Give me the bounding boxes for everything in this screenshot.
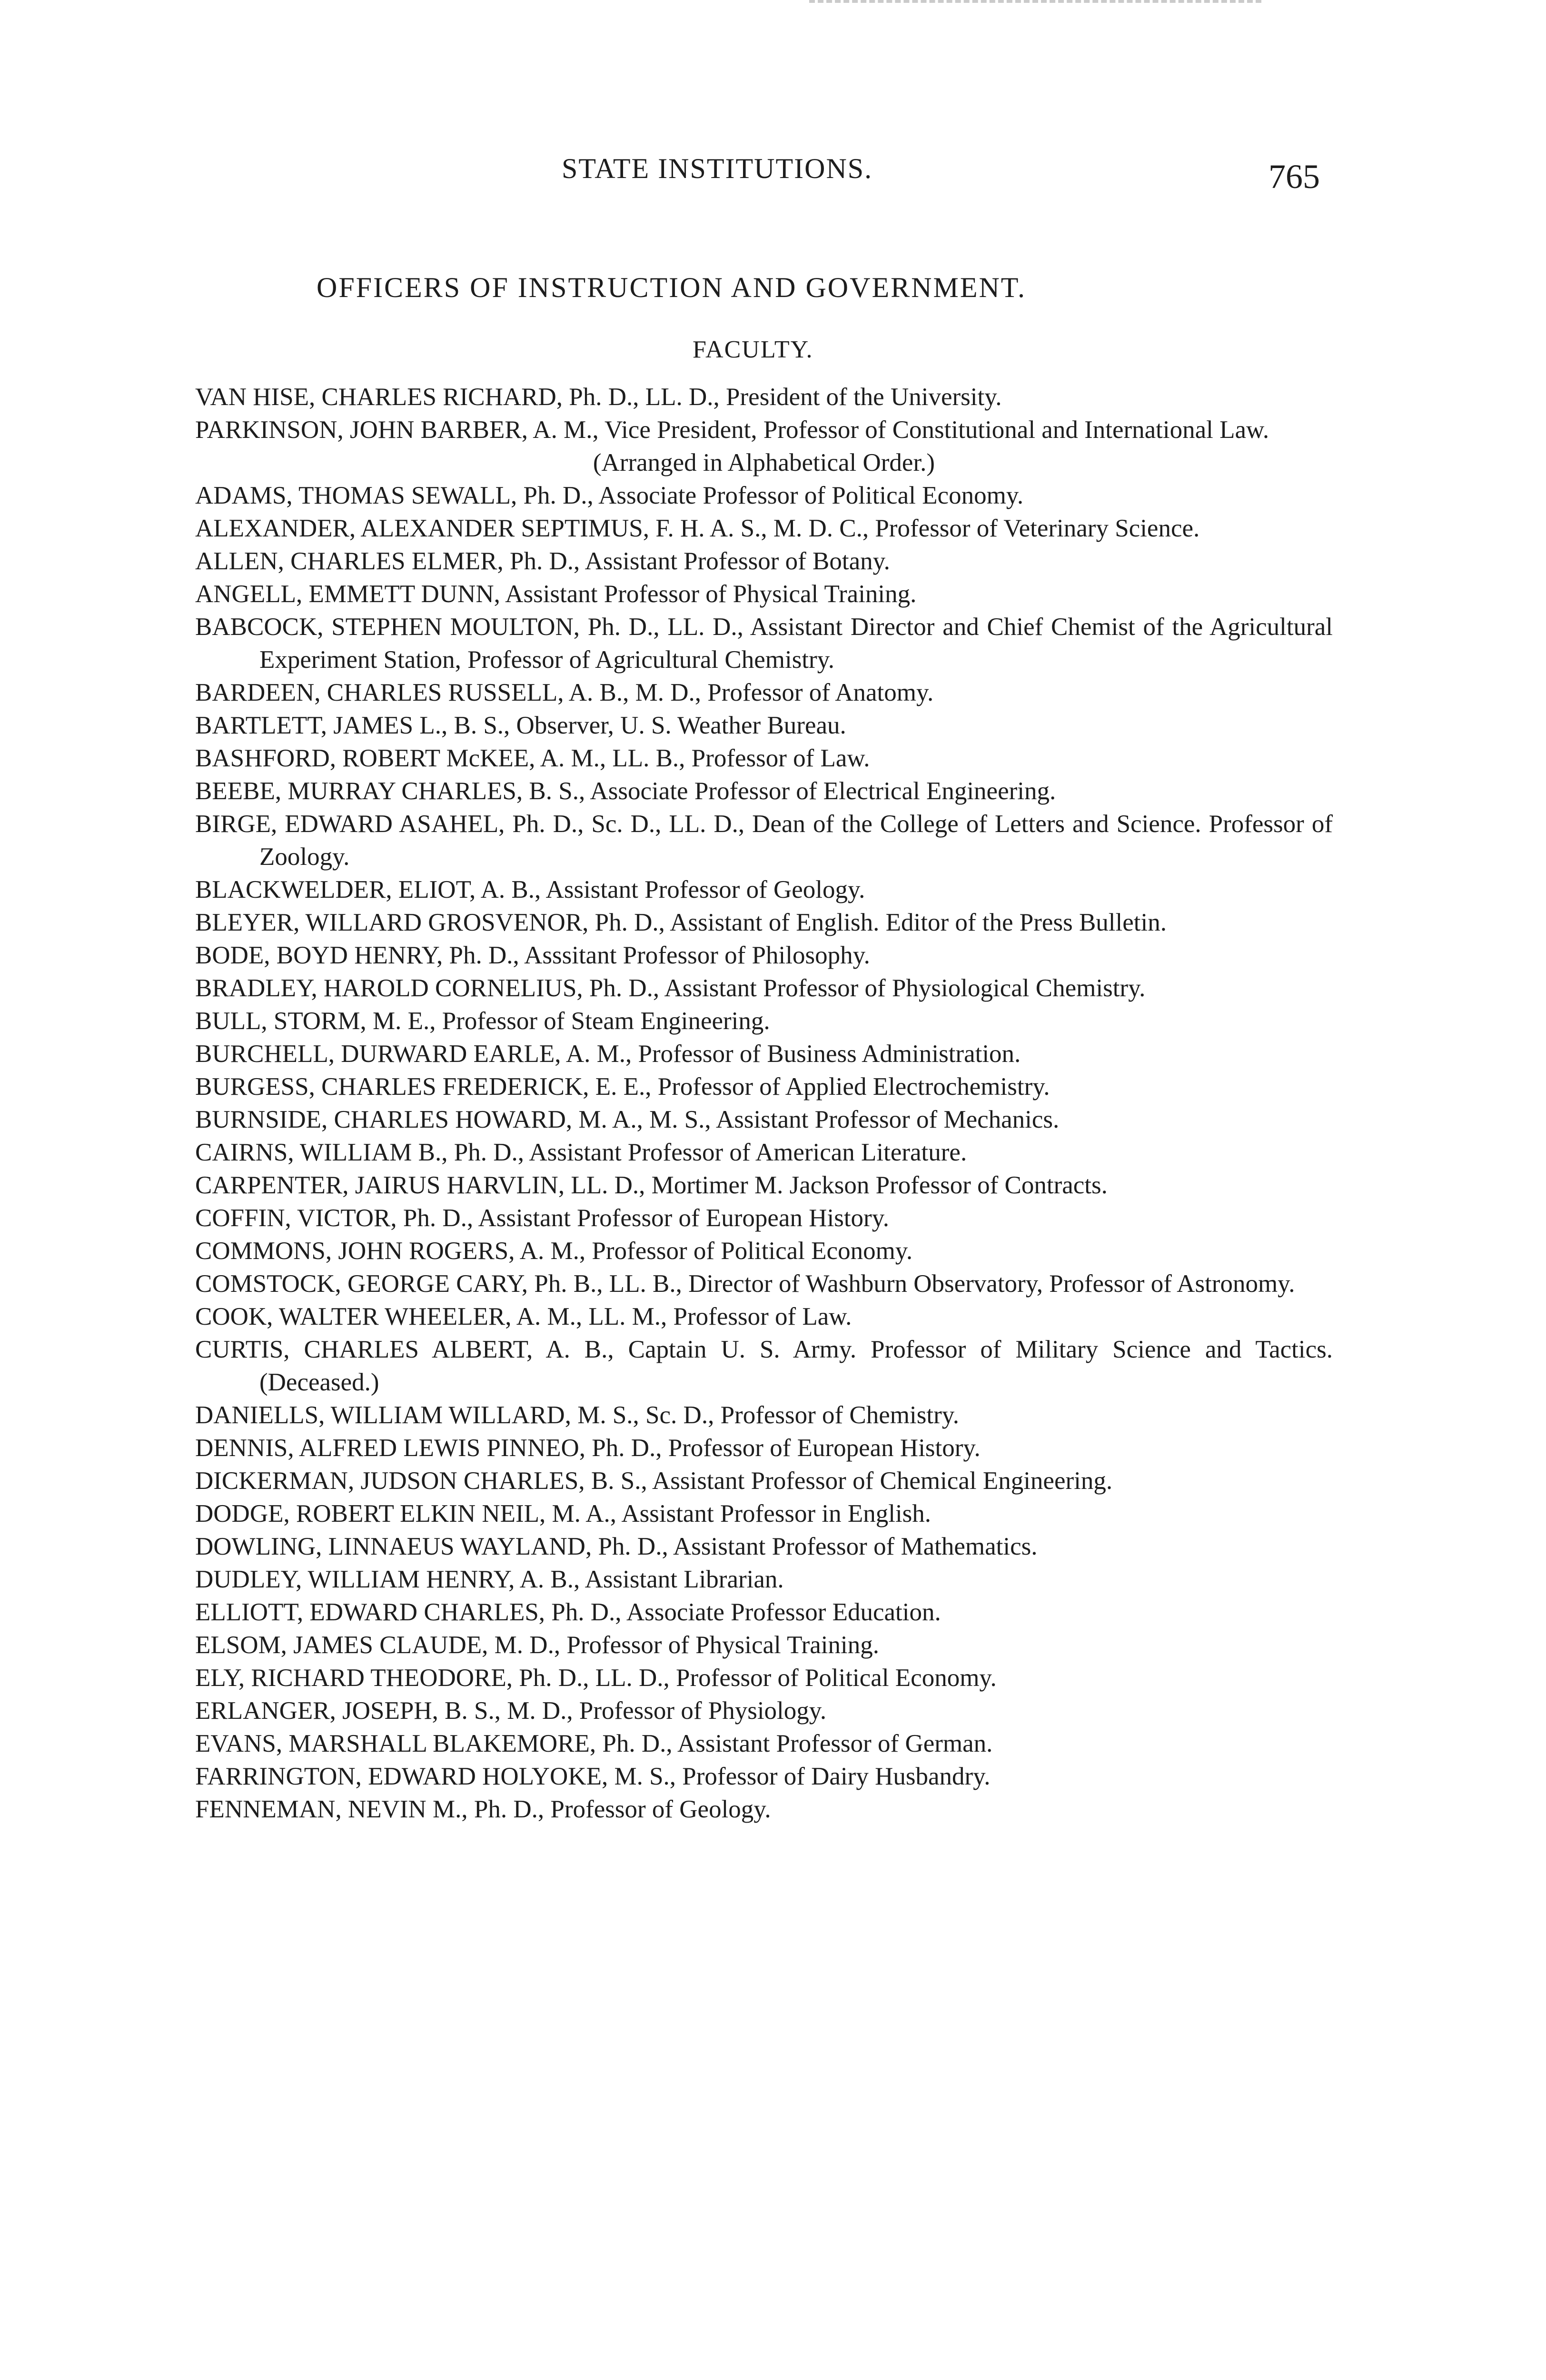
faculty-entry: BABCOCK, STEPHEN MOULTON, Ph. D., LL. D., Assistant Director and Chief Chemist of the Agricultural Experiment Station, Professor of Agricultural Chemistry. (195, 613, 1333, 674)
faculty-entry: BRADLEY, HAROLD CORNELIUS, Ph. D., Assistant Professor of Physiological Chemistry. (195, 974, 1146, 1002)
faculty-entry: BARTLETT, JAMES L., B. S., Observer, U. S. Weather Bureau. (195, 712, 846, 739)
faculty-entry: DODGE, ROBERT ELKIN NEIL, M. A., Assistant Professor in English. (195, 1500, 932, 1527)
faculty-entry: BARDEEN, CHARLES RUSSELL, A. B., M. D., Professor of Anatomy. (195, 679, 934, 706)
faculty-entry: ALLEN, CHARLES ELMER, Ph. D., Assistant Professor of Botany. (195, 547, 890, 575)
faculty-entry: BURCHELL, DURWARD EARLE, A. M., Professor of Business Administration. (195, 1040, 1021, 1068)
faculty-entry: VAN HISE, CHARLES RICHARD, Ph. D., LL. D., President of the University. (195, 383, 1002, 411)
faculty-entry: DENNIS, ALFRED LEWIS PINNEO, Ph. D., Professor of European History. (195, 1434, 981, 1462)
faculty-entry: ELSOM, JAMES CLAUDE, M. D., Professor of Physical Training. (195, 1631, 879, 1659)
faculty-entry: BODE, BOYD HENRY, Ph. D., Asssitant Professor of Philosophy. (195, 942, 870, 969)
faculty-entry: EVANS, MARSHALL BLAKEMORE, Ph. D., Assistant Professor of German. (195, 1730, 993, 1757)
top-edge-rule (809, 0, 1261, 8)
subsection-title: FACULTY. (693, 336, 813, 363)
faculty-entry: BLACKWELDER, ELIOT, A. B., Assistant Professor of Geology. (195, 876, 865, 903)
faculty-entry: CARPENTER, JAIRUS HARVLIN, LL. D., Mortimer M. Jackson Professor of Contracts. (195, 1171, 1108, 1199)
faculty-entry: BEEBE, MURRAY CHARLES, B. S., Associate Professor of Electrical Engineering. (195, 777, 1056, 805)
faculty-entry: BULL, STORM, M. E., Professor of Steam Engineering. (195, 1007, 770, 1035)
faculty-list (195, 381, 1333, 1826)
faculty-entry: ALEXANDER, ALEXANDER SEPTIMUS, F. H. A. S., M. D. C., Professor of Veterinary Science. (195, 515, 1200, 542)
faculty-entry: FENNEMAN, NEVIN M., Ph. D., Professor of Geology. (195, 1795, 771, 1823)
faculty-entry: BURGESS, CHARLES FREDERICK, E. E., Professor of Applied Electrochemistry. (195, 1073, 1050, 1101)
faculty-entry: FARRINGTON, EDWARD HOLYOKE, M. S., Professor of Dairy Husbandry. (195, 1763, 991, 1790)
running-head: STATE INSTITUTIONS. (562, 153, 873, 184)
faculty-entry: PARKINSON, JOHN BARBER, A. M., Vice President, Professor of Constitutional and International Law. (195, 416, 1269, 444)
faculty-entry: ELY, RICHARD THEODORE, Ph. D., LL. D., Professor of Political Economy. (195, 1664, 997, 1692)
faculty-entry: BASHFORD, ROBERT McKEE, A. M., LL. B., Professor of Law. (195, 744, 870, 772)
section-title: OFFICERS OF INSTRUCTION AND GOVERNMENT. (317, 272, 1026, 303)
faculty-entry: COOK, WALTER WHEELER, A. M., LL. M., Professor of Law. (195, 1303, 852, 1330)
faculty-entry: ELLIOTT, EDWARD CHARLES, Ph. D., Associate Professor Education. (195, 1598, 941, 1626)
arrangement-note: (Arranged in Alphabetical Order.) (593, 449, 935, 476)
faculty-entry: DANIELLS, WILLIAM WILLARD, M. S., Sc. D., Professor of Chemistry. (195, 1401, 960, 1429)
faculty-entry: ANGELL, EMMETT DUNN, Assistant Professor of Physical Training. (195, 580, 917, 608)
faculty-entry: COMMONS, JOHN ROGERS, A. M., Professor of Political Economy. (195, 1237, 913, 1265)
page-number: 765 (1269, 158, 1320, 196)
faculty-entry: COMSTOCK, GEORGE CARY, Ph. B., LL. B., Director of Washburn Observatory, Professor of Astronomy. (195, 1270, 1295, 1298)
faculty-entry: DICKERMAN, JUDSON CHARLES, B. S., Assistant Professor of Chemical Engineering. (195, 1467, 1113, 1495)
faculty-entry: ERLANGER, JOSEPH, B. S., M. D., Professor of Physiology. (195, 1697, 827, 1725)
faculty-entry: BIRGE, EDWARD ASAHEL, Ph. D., Sc. D., LL. D., Dean of the College of Letters and Science. Professor of Zoology. (195, 810, 1333, 871)
faculty-entry: CAIRNS, WILLIAM B., Ph. D., Assistant Professor of American Literature. (195, 1139, 967, 1166)
faculty-entry: CURTIS, CHARLES ALBERT, A. B., Captain U. S. Army. Professor of Military Science and Tactics. (Deceased.) (195, 1336, 1333, 1396)
faculty-entry: DOWLING, LINNAEUS WAYLAND, Ph. D., Assistant Professor of Mathematics. (195, 1533, 1038, 1560)
faculty-entry: COFFIN, VICTOR, Ph. D., Assistant Professor of European History. (195, 1204, 890, 1232)
faculty-entry: BURNSIDE, CHARLES HOWARD, M. A., M. S., Assistant Professor of Mechanics. (195, 1106, 1060, 1133)
faculty-entry: ADAMS, THOMAS SEWALL, Ph. D., Associate Professor of Political Economy. (195, 482, 1024, 509)
faculty-entry: BLEYER, WILLARD GROSVENOR, Ph. D., Assistant of English. Editor of the Press Bulletin. (195, 909, 1167, 936)
faculty-entry: DUDLEY, WILLIAM HENRY, A. B., Assistant Librarian. (195, 1566, 784, 1593)
